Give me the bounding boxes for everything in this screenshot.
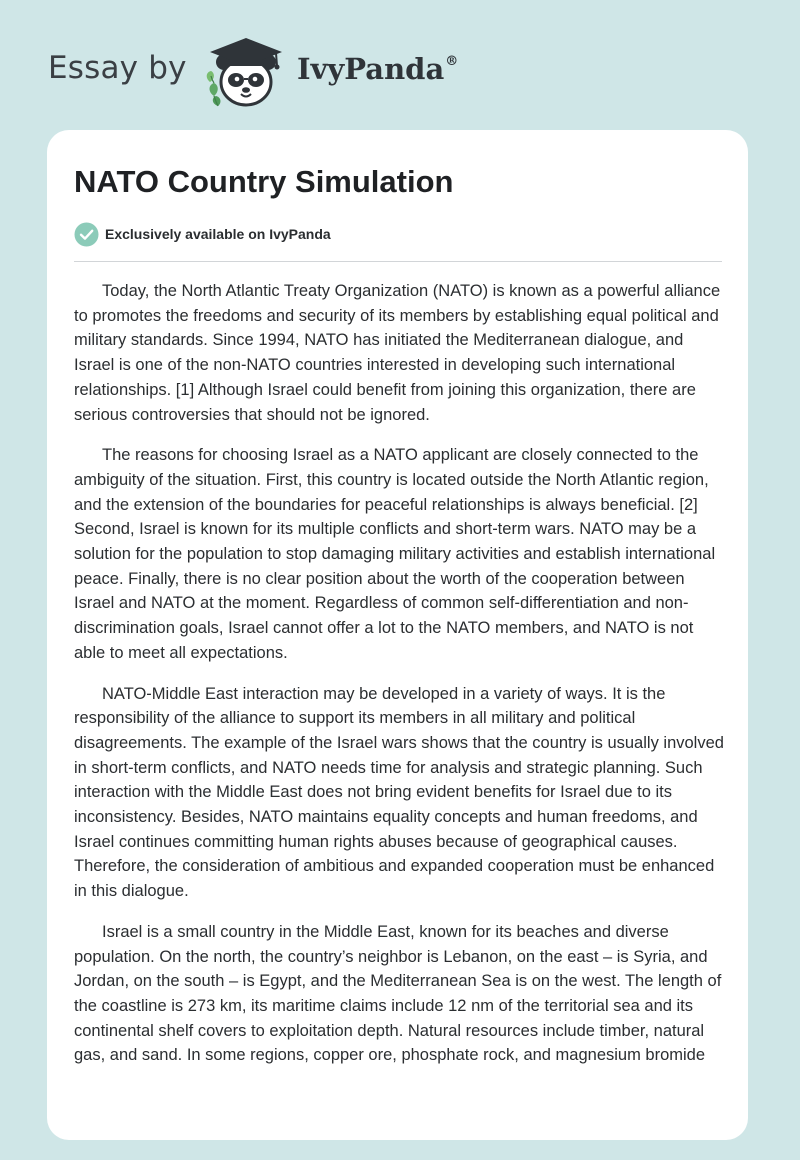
panda-mascot-icon xyxy=(200,36,292,110)
article-body xyxy=(74,279,724,1084)
registered-mark: ® xyxy=(445,54,459,69)
exclusive-badge-label: Exclusively available on IvyPanda xyxy=(105,226,331,242)
brand-name-text: IvyPanda xyxy=(297,52,445,86)
paragraph: The reasons for choosing Israel as a NATO applicant are closely connected to the ambiguity of the situation. First, this country is located outside the North Atlantic region, and the extension of the boundaries for peaceful relationships is always beneficial. [2] Second, Israel is known for its multiple conflicts and short-term wars. NATO may be a solution for the population to stop damaging military activities and establish international peace. Finally, there is no clear position about the worth of the cooperation between Israel and NATO at the moment. Regardless of common self-differentiation and non-discrimination goals, Israel cannot offer a lot to the NATO members, and NATO is not able to meet all expectations. xyxy=(74,446,716,662)
exclusive-badge xyxy=(74,221,331,247)
paragraph: Today, the North Atlantic Treaty Organization (NATO) is known as a powerful alliance to promotes the freedoms and security of its members by establishing equal political and military standards. Since 1994, NATO has initiated the Mediterranean dialogue, and Israel is one of the non-NATO countries interested in developing such international relationships. [1] Although Israel could benefit from joining this organization, there are serious controversies that should not be ignored. xyxy=(74,282,721,424)
essay-by-label: Essay by xyxy=(48,50,187,86)
article-card xyxy=(47,130,748,1140)
page-title: NATO Country Simulation xyxy=(74,164,454,199)
paragraph: NATO-Middle East interaction may be developed in a variety of ways. It is the responsibility of the alliance to support its members in all military and political disagreements. The example of the Israel wars shows that the country is usually involved in short-term conflicts, and NATO needs time for analysis and strategic planning. Such interaction with the Middle East does not bring evident benefits for Israel due to its inconsistency. Besides, NATO maintains equality concepts and human freedoms, and Israel continues committing human rights abuses because of geographical causes. Therefore, the consideration of ambitious and expanded cooperation must be enhanced in this dialogue. xyxy=(74,684,724,901)
title-divider xyxy=(74,261,722,262)
site-header xyxy=(0,0,800,130)
paragraph: Israel is a small country in the Middle East, known for its beaches and diverse population. On the north, the country’s neighbor is Lebanon, on the east – is Syria, and Jordan, on the south – is Egypt, and the Mediterranean Sea is on the west. The length of the coastline is 273 km, its maritime claims include 12 nm of the territorial sea and its continental shelf covers to exploitation depth. Natural resources include timber, natural gas, and sand. In some regions, copper ore, phosphate rock, and magnesium bromide xyxy=(74,922,722,1065)
brand-name[interactable] xyxy=(297,52,458,86)
check-circle-icon xyxy=(74,222,99,247)
